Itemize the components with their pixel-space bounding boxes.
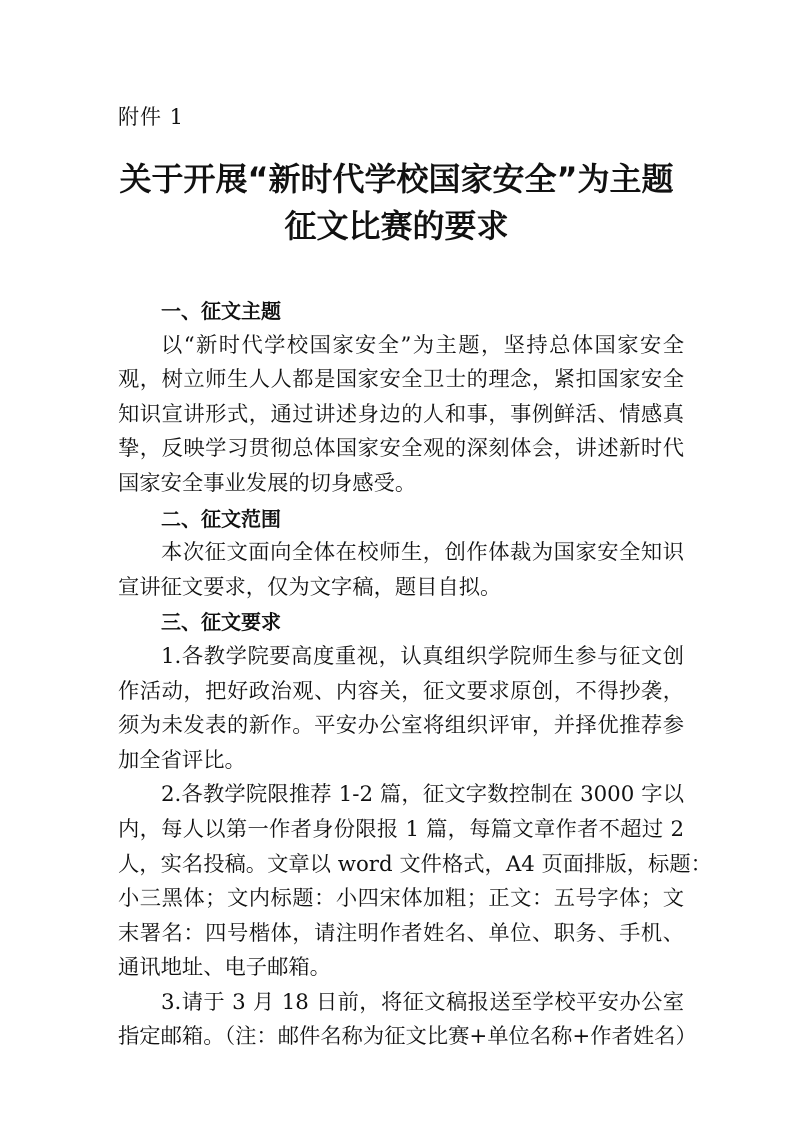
paragraph <box>118 778 712 986</box>
section-heading: 三、征文要求 <box>161 610 281 635</box>
paragraph <box>118 640 684 778</box>
paragraph-line: 通讯地址、电子邮箱。 <box>118 955 331 981</box>
title-line-1: 关于开展“新时代学校国家安全”为主题 <box>119 160 674 198</box>
title-line-2: 征文比赛的要求 <box>284 207 509 245</box>
paragraph-line: 知识宣讲形式，通过讲述身边的人和事，事例鲜活、情感真 <box>118 401 684 427</box>
paragraph <box>118 986 697 1055</box>
paragraph-line: 末署名：四号楷体，请注明作者姓名、单位、职务、手机、 <box>118 920 684 946</box>
paragraph-line: 加全省评比。 <box>118 747 246 773</box>
paragraph-line: 须为未发表的新作。平安办公室将组织评审，并择优推荐参 <box>118 713 684 739</box>
paragraph-line: 2.各教学院限推荐 1-2 篇，征文字数控制在 3000 字以 <box>161 782 684 808</box>
paragraph-line: 指定邮箱。（注：邮件名称为征文比赛+单位名称+作者姓名） <box>118 1024 697 1050</box>
paragraph-line: 以“新时代学校国家安全”为主题，坚持总体国家安全 <box>161 332 684 358</box>
document-title <box>100 156 693 250</box>
paragraph-line: 3.请于 3 月 18 日前，将征文稿报送至学校平安办公室 <box>161 989 684 1015</box>
paragraph-line: 内，每人以第一作者身份限报 1 篇，每篇文章作者不超过 2 <box>118 816 684 842</box>
paragraph-line: 人，实名投稿。文章以 word 文件格式，A4 页面排版，标题： <box>118 851 712 877</box>
paragraph-line: 小三黑体；文内标题：小四宋体加粗；正文：五号字体；文 <box>118 886 684 912</box>
paragraph-line: 国家安全事业发展的切身感受。 <box>118 470 417 496</box>
attachment-label: 附件 1 <box>118 105 185 129</box>
paragraph-line: 宣讲征文要求，仅为文字稿，题目自拟。 <box>118 574 502 600</box>
paragraph-line: 作活动，把好政治观、内容关，征文要求原创，不得抄袭， <box>118 678 684 704</box>
paragraph-line: 观，树立师生人人都是国家安全卫士的理念，紧扣国家安全 <box>118 367 684 393</box>
paragraph-line: 本次征文面向全体在校师生，创作体裁为国家安全知识 <box>161 540 684 566</box>
section-heading: 二、征文范围 <box>161 506 281 531</box>
paragraph-line: 挚，反映学习贯彻总体国家安全观的深刻体会，讲述新时代 <box>118 436 684 462</box>
paragraph-line: 1.各教学院要高度重视，认真组织学院师生参与征文创 <box>161 643 684 669</box>
section-heading: 一、征文主题 <box>161 299 281 323</box>
document-body <box>118 294 712 1055</box>
paragraph <box>118 536 684 605</box>
paragraph <box>118 329 684 502</box>
